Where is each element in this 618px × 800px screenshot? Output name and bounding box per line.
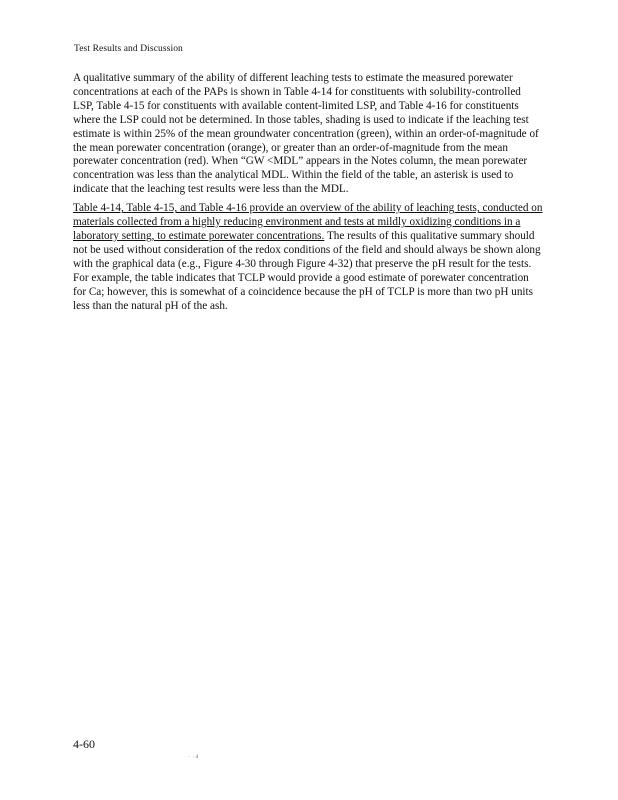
paragraph-continuation: The results of this qualitative summary should not be used without consideration of the redox conditions of the field and should always be shown along with the graphical data (e.g., Figure 4-30 through Figure 4-32) that preserve the pH result for the tests. For example, the table indicates that TCLP would provide a good estimate of porewater concentration for Ca; however, this is somewhat of a coincidence because the pH of TCLP is more than two pH units less than the natural pH of the ash.	[73, 229, 541, 312]
page-number: 4-60	[73, 737, 95, 751]
body-text	[73, 72, 543, 313]
running-header: Test Results and Discussion	[74, 44, 183, 54]
footer-mark: · ·4	[188, 755, 200, 760]
underlined-revision-text: Table 4-14, Table 4-15, and Table 4-16 provide an overview of the ability of leaching tests, conducted on materials collected from a highly reducing environment and tests at mildly oxidizing conditions in a laboratory setting, to estimate porewater concentrations.	[73, 202, 543, 242]
paragraph-qualitative-summary: A qualitative summary of the ability of different leaching tests to estimate the measured porewater concentrations at each of the PAPs is shown in Table 4-14 for constituents with solubility-controlled LSP, Table 4-15 for constituents with available content-limited LSP, and Table 4-16 for constituents where the LSP could not be determined. In those tables, shading is used to indicate if the leaching test estimate is within 25% of the mean groundwater concentration (green), within an order-of-magnitude of the mean porewater concentration (orange), or greater than an order-of-magnitude from the mean porewater concentration (red). When “GW <MDL” appears in the Notes column, the mean porewater concentration was less than the analytical MDL. Within the field of the table, an asterisk is used to indicate that the leaching test results were less than the MDL.	[73, 72, 539, 196]
paragraph-table-overview	[73, 202, 543, 313]
